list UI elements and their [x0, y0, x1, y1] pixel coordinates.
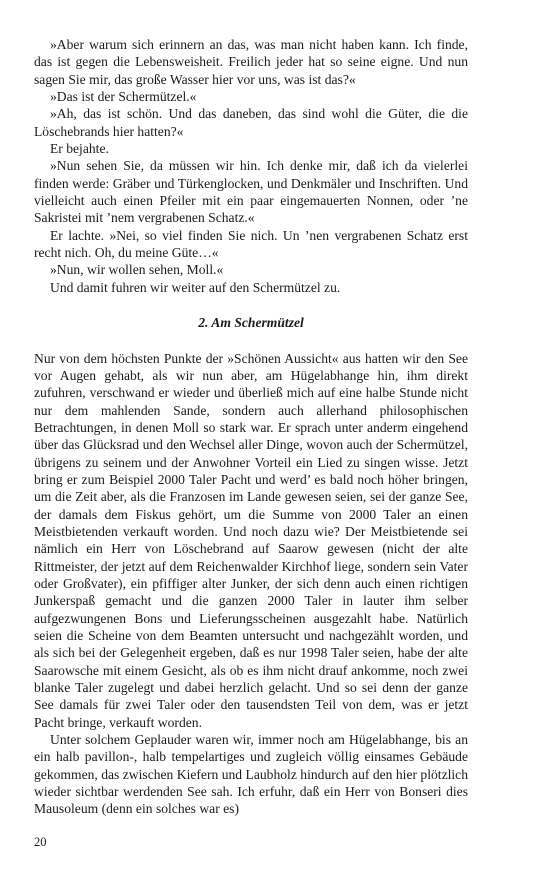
paragraph: »Nun sehen Sie, da müssen wir hin. Ich denke mir, daß ich da vielerlei finden werde: Gräber und Türkenglocken, und Denkmäler und Inschriften. Und vielleicht auch einen Pfeiler mit ein paar eingemauerten Nonnen, oder ’ne Sakristei mit ’nem vergrabenen Schatz.« — [34, 158, 468, 226]
paragraph: Er bejahte. — [50, 141, 109, 157]
book-page — [34, 36, 468, 818]
paragraph: »Ah, das ist schön. Und das daneben, das sind wohl die Güter, die die Löschebrands hier hatten?« — [34, 106, 468, 139]
paragraph: Nur von dem höchsten Punkte der »Schönen Aussicht« aus hatten wir den See vor Augen gehabt, als wir nun aber, am Hügelabhange hin, ihm direkt zufuhren, verschwand er wieder und überließ mich auf eine halbe Stunde nicht nur dem mahlenden Sande, sondern auch allerhand philosophischen Betrachtungen, in denen Moll so stark war. Er sprach unter anderm eingehend über das Glücksrad und den Wechsel aller Dinge, wovon auch der Schermützel, übrigens zu seinem und der Anwohner Vorteil ein Lied zu singen wisse. Jetzt bring er zum Beispiel 2000 Taler Pacht und werd’ es bald noch höher bringen, um die Zeit aber, als die Franzosen im Lande gewesen seien, sei der ganze See, der damals dem Fiskus gehört, um die Summe von 2000 Taler an einen Meistbietenden verkauft worden. Und noch dazu wie? Der Meistbietende sei nämlich ein Herr von Löschebrand auf Saarow gewesen (nicht der alte Rittmeister, der jetzt auf dem Reichenwalder Kirchhof liege, sondern sein Vater oder Großvater), ein pfiffiger alter Junker, der sich denn auch einen richtigen Junkerspaß gemacht und die ganzen 2000 Taler in lauter ihm selber aufgezwungenen Bons und Lieferungsscheinen ausgezahlt habe. Natürlich seien die Scheine von dem Beamten untersucht und nachgezählt worden, und als sich bei der Gelegenheit ergeben, daß es nur 1998 Taler seien, habe der alte Saarowsche mit einem Gesicht, als ob es ihm nicht drauf ankomme, noch zwei blanke Taler zugelegt und dabei herzlich gelacht. Und so sei denn der ganze See damals für zwei Taler oder den tausendsten Teil von dem, was er jetzt Pacht bringe, verkauft worden. — [34, 350, 468, 730]
paragraph: Er lachte. »Nei, so viel finden Sie nich. Un ’nen vergrabenen Schatz erst recht nich. Oh, du meine Güte…« — [34, 227, 468, 261]
paragraph: »Das ist der Schermützel.« — [50, 89, 197, 105]
paragraph: »Nun, wir wollen sehen, Moll.« — [50, 262, 224, 278]
section-heading: 2. Am Schermützel — [198, 315, 304, 331]
paragraph: »Aber warum sich erinnern an das, was man nicht haben kann. Ich finde, das ist gegen die Lebensweisheit. Freilich jeder hat so seine eigne. Und nun sagen Sie mir, das große Wasser hier vor uns, was ist das?« — [34, 37, 468, 87]
paragraph: Unter solchem Geplauder waren wir, immer noch am Hügelabhange, bis an ein halb pavillon-, halb tempelartiges und zugleich völlig einsames Gebäude gekommen, das zwischen Kiefern und Laubholz hindurch auf den hier plötzlich wieder sichtbar werdenden See sah. Ich erfuhr, daß ein Herr von Bonseri dies Mausoleum (denn ein solches war es) — [34, 732, 468, 817]
paragraph: Und damit fuhren wir weiter auf den Schermützel zu. — [50, 279, 341, 295]
page-number: 20 — [34, 835, 47, 849]
